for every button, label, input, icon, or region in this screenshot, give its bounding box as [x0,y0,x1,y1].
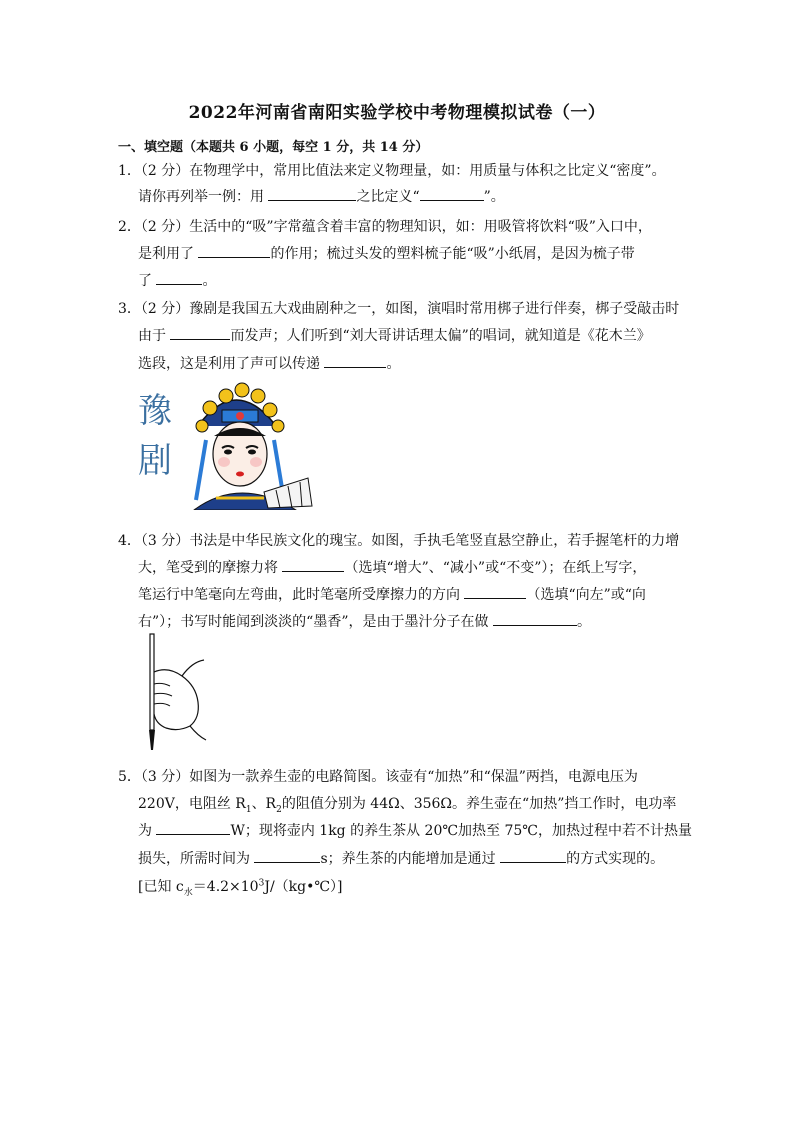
q5-line-2 [138,793,676,815]
q5-text-d: 为 [138,823,152,839]
q4-blank-2[interactable] [464,584,526,599]
q3-line-3 [138,353,400,373]
q1-blank-2[interactable] [420,186,484,201]
q2-line-3 [138,270,216,290]
q2-text-c: 了 [138,273,152,289]
q4-text-c: 笔运行中笔毫向左弯曲，此时笔毫所受摩擦力的方向 [138,587,460,603]
yu-opera-image [136,380,316,510]
q4-text-a: 大，笔受到的摩擦力将 [138,560,278,576]
section-heading: 一、填空题（本题共 6 小题，每空 1 分，共 14 分） [118,140,429,155]
q5-text-a: 220V，电阻丝 R [138,796,246,812]
q5-sub-water: 水 [183,887,193,898]
q4-line-3 [138,584,646,604]
q5-blank-2[interactable] [254,848,320,863]
q3-text-c: 选段，这是利用了声可以传递 [138,356,320,372]
q3-text-a: 由于 [138,328,166,344]
yu-opera-illustration [136,380,316,510]
q2-text-d: 。 [202,273,217,289]
q1-line-2 [138,186,505,206]
q5-text-j: ＝4.2×10 [192,879,259,895]
q2-line-2 [138,243,635,263]
q1-text-c: ”。 [483,189,505,205]
q4-line-4 [138,611,591,631]
brush-hand-image [138,632,210,756]
q4-line-2 [138,557,646,577]
brush-hand-illustration [138,632,210,756]
q4-text-e: 右”）；书写时能闻到淡淡的“墨香”，是由于墨汁分子在做 [138,614,489,630]
q5-line-4 [138,848,664,868]
q3-line-1: 3．（2 分）豫剧是我国五大戏曲剧种之一，如图，演唱时常用梆子进行伴奏，梆子受敲击时 [118,301,680,317]
q1-blank-1[interactable] [268,186,356,201]
q5-sup-3: 3 [258,878,265,889]
q5-text-i: [已知 c [138,879,184,895]
q4-text-f: 。 [576,614,591,630]
q3-text-b: 而发声；人们听到“刘大哥讲话理太偏”的唱词，就知道是《花木兰》 [230,328,651,344]
q2-text-a: 是利用了 [138,246,194,262]
q4-line-1: 4．（3 分）书法是中华民族文化的瑰宝。如图，手执毛笔竖直悬空静止，若手握笔杆的力增 [118,533,680,549]
ju-char: 剧 [138,441,172,481]
q2-line-1: 2．（2 分）生活中的“吸”字常蕴含着丰富的物理知识，如：用吸管将饮料“吸”入口中， [118,219,652,235]
q5-text-h: 的方式实现的。 [566,851,665,867]
q4-text-b: （选填“增大”、“减小”或“不变”）；在纸上写字， [344,560,647,576]
q5-blank-1[interactable] [156,820,230,835]
q5-text-e: W；现将壶内 1kg 的养生茶从 20℃加热至 75℃，加热过程中若不计热量 [230,823,692,839]
q5-sub-1: 1 [245,804,252,815]
q5-blank-3[interactable] [500,848,566,863]
q5-sub-2: 2 [276,804,282,815]
q5-text-k: J/（kg•℃）] [264,879,343,895]
yu-char: 豫 [138,391,172,431]
q1-text-b: 之比定义“ [356,189,420,205]
page-title: 2022年河南省南阳实验学校中考物理模拟试卷（一） [188,103,606,123]
q4-text-d: （选填“向左”或“向 [526,587,646,603]
q1-line-1: 1．（2 分）在物理学中，常用比值法来定义物理量，如：用质量与体积之比定义“密度”。 [118,163,666,179]
q2-blank-1[interactable] [198,243,270,258]
q5-text-g: s；养生茶的内能增加是通过 [320,851,496,867]
q4-blank-3[interactable] [493,611,577,626]
q3-text-d: 。 [386,356,401,372]
q3-line-2 [138,325,651,345]
q1-text-a: 请你再列举一例：用 [138,189,264,205]
q5-line-1: 5．（3 分）如图为一款养生壶的电路简图。该壶有“加热”和“保温”两挡，电源电压为 [118,769,638,785]
q2-blank-2[interactable] [156,270,202,285]
q3-blank-1[interactable] [170,325,230,340]
q5-line-3 [138,820,692,840]
q3-blank-2[interactable] [324,353,386,368]
q5-text-f: 损失，所需时间为 [138,851,250,867]
q5-line-5 [138,876,342,898]
q5-text-b: 、R [251,796,277,812]
q5-text-c: 的阻值分别为 44Ω、356Ω。养生壶在“加热”挡工作时，电功率 [281,796,677,812]
q2-text-b: 的作用；梳过头发的塑料梳子能“吸”小纸屑，是因为梳子带 [270,246,635,262]
q4-blank-1[interactable] [282,557,344,572]
